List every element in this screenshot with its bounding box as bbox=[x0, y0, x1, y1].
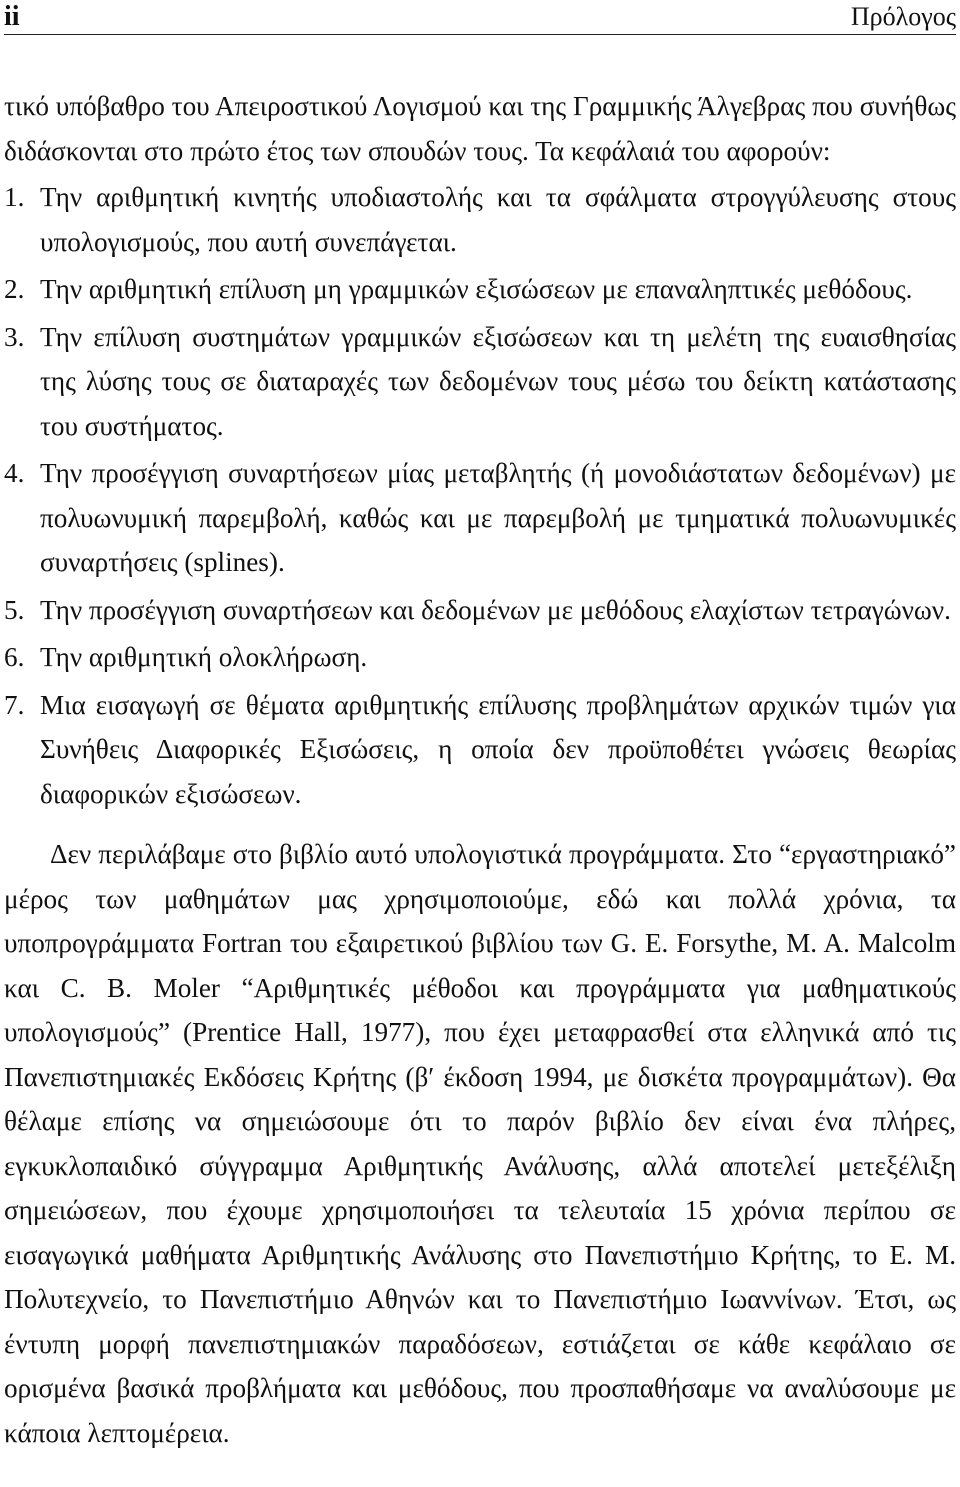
running-head: Πρόλογος bbox=[850, 2, 956, 31]
list-item-number: 4. bbox=[4, 458, 25, 488]
intro-paragraph: τικό υπόβαθρο του Απειροστικού Λογισμού και της Γραμμικής Άλγεβρας που συνήθως διδάσκονται στο πρώτο έτος των σπουδών τους. Τα κεφάλαιά του αφορούν: bbox=[4, 91, 956, 166]
list-item bbox=[4, 451, 956, 585]
chapter-list bbox=[4, 175, 956, 816]
list-item bbox=[4, 267, 956, 312]
list-item-text: Την αριθμητική επίλυση μη γραμμικών εξισώσεων με επαναληπτικές μεθόδους. bbox=[40, 274, 913, 304]
page-body bbox=[4, 84, 956, 1455]
list-item-text: Την αριθμητική κινητής υποδιαστολής και τα σφάλματα στρογγύλευσης στους υπολογισμούς, που αυτή συνεπάγεται. bbox=[40, 182, 956, 257]
list-item-text: Την επίλυση συστημάτων γραμμικών εξισώσεων και τη μελέτη της ευαισθησίας της λύσης τους σε διαταραχές των δεδομένων τους μέσω του δείκτη κατάστασης του συστήματος. bbox=[40, 321, 956, 441]
list-item bbox=[4, 315, 956, 449]
list-item-text: Μια εισαγωγή σε θέματα αριθμητικής επίλυσης προβλημάτων αρχικών τιμών για Συνήθεις Διαφορικές Εξισώσεις, η οποία δεν προϋποθέτει γνώσεις θεωρίας διαφορικών εξισώσεων. bbox=[40, 689, 956, 809]
list-item-number: 6. bbox=[4, 642, 25, 672]
page-header bbox=[4, 0, 956, 35]
list-item-number: 2. bbox=[4, 274, 25, 304]
list-item-number: 3. bbox=[4, 321, 25, 352]
list-item bbox=[4, 683, 956, 817]
closing-paragraph: Δεν περιλάβαμε στο βιβλίο αυτό υπολογιστικά προγράμματα. Στο “εργαστηριακό” μέρος των μαθημάτων μας χρησιμοποιούμε, εδώ και πολλά χρόνια, τα υποπρογράμματα Fortran του εξαιρετικού βιβλίου των G. E. Forsythe, M. A. Malcolm και C. B. Moler “Αριθμητικές μέθοδοι και προγράμματα για μαθηματικούς υπολογισμούς” (Prentice Hall, 1977), που έχει μεταφρασθεί στα ελληνικά από τις Πανεπιστημιακές Εκδόσεις Κρήτης (β′ έκδοση 1994, με δισκέτα προγραμμάτων). Θα θέλαμε επίσης να σημειώσουμε ότι το παρόν βιβλίο δεν είναι ένα πλήρες, εγκυκλοπαιδικό σύγγραμμα Αριθμητικής Ανάλυσης, αλλά αποτελεί μετεξέλιξη σημειώσεων, που έχουμε χρησιμοποιήσει τα τελευταία 15 χρόνια περίπου σε εισαγωγικά μαθήματα Αριθμητικής Ανάλυσης στο Πανεπιστήμιο Κρήτης, το Ε. Μ. Πολυτεχνείο, το Πανεπιστήμιο Αθηνών και το Πανεπιστήμιο Ιωαννίνων. Έτσι, ως έντυπη μορφή πανεπιστημιακών παραδόσεων, εστιάζεται σε κάθε κεφάλαιο σε ορισμένα βασικά προβλήματα και μεθόδους, που προσπαθήσαμε να αναλύσουμε με κάποια λεπτομέρεια. bbox=[4, 839, 956, 1448]
list-item bbox=[4, 588, 956, 633]
list-item-number: 7. bbox=[4, 689, 25, 720]
list-item-text: Την προσέγγιση συναρτήσεων και δεδομένων με μεθόδους ελαχίστων τετραγώνων. bbox=[40, 594, 951, 625]
list-item-text: Την αριθμητική ολοκλήρωση. bbox=[40, 642, 368, 672]
list-item-number: 5. bbox=[4, 594, 25, 625]
list-item bbox=[4, 635, 956, 680]
list-item-number: 1. bbox=[4, 182, 25, 212]
page-number: ii bbox=[4, 1, 20, 32]
list-item bbox=[4, 175, 956, 264]
list-item-text: Την προσέγγιση συναρτήσεων μίας μεταβλητής (ή μονοδιάστατων δεδομένων) με πολυωνυμική παρεμβολή, καθώς και με παρεμβολή με τμηματικά πολυωνυμικές συναρτήσεις (splines). bbox=[40, 458, 956, 577]
